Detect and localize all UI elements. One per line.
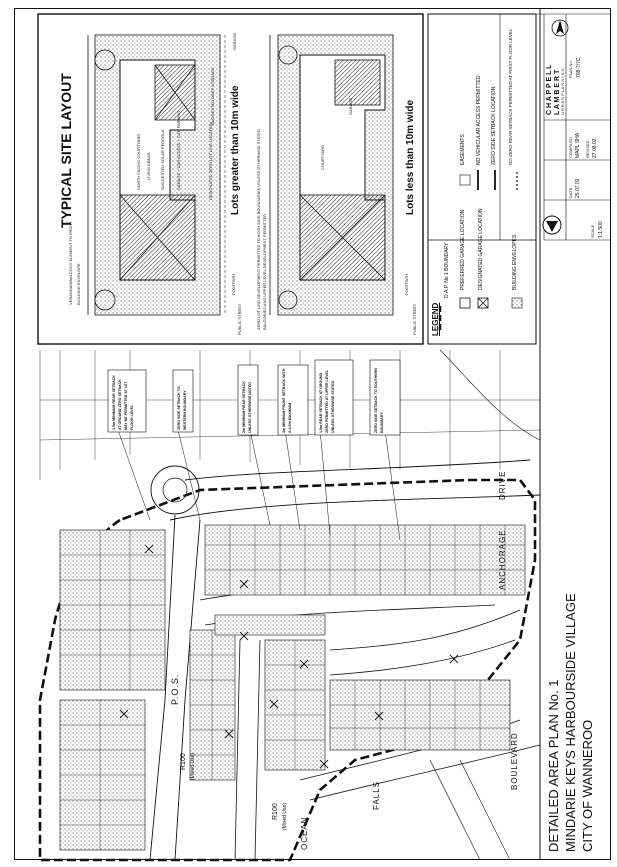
inset-narrow-label: FOOTPATH xyxy=(404,273,409,295)
inset-wide-label: BUILDING ENVELOPE xyxy=(76,263,81,305)
inset-narrow-label: GARAGE xyxy=(348,97,353,115)
date-label: DATE xyxy=(568,187,573,198)
plan-title-line2: MINDARIE KEYS HARBOURSIDE VILLAGE xyxy=(563,593,578,852)
setback-note: 1.5m MINIMUM REAR SETBACK AT GROUND ZERO SETBACK MAY BE PERMITTED AT 1ST FLOOR LEVEL xyxy=(112,375,134,430)
inset-narrow-label: BALCONIES AND UPPER LEVEL DEVELOPMENT PERMITTED xyxy=(262,213,267,330)
compiled-value: MAPL SHA xyxy=(575,132,581,158)
zone-label: (Mixed Use) xyxy=(190,753,196,780)
zone-label: R100 xyxy=(272,803,279,820)
legend-item: EASEMENTS xyxy=(460,134,466,165)
north-arrow xyxy=(552,20,568,36)
inset-wide-label: FOOTPATH xyxy=(231,273,236,295)
inset-wide-label: SUGGESTED SOLAR PERGOLA xyxy=(160,129,165,190)
lot-rows xyxy=(60,525,525,850)
plan-no-label: PLAN No. xyxy=(568,60,573,78)
compiled-label: COMPILED xyxy=(568,137,573,158)
zone-label: R100 xyxy=(180,753,187,770)
street-drive: DRIVE xyxy=(498,470,507,500)
inset-wide-label: DESIGNATED ZERO LOT LINE LOCATION xyxy=(208,121,213,200)
street-ocean: OCEAN xyxy=(300,816,309,850)
date-value: 25.07.02 xyxy=(575,178,581,198)
revised-label: REVISED xyxy=(585,140,590,158)
note-boxes xyxy=(108,360,400,435)
inset-wide-label: SUGGESTED DEEP STORAGE xyxy=(210,67,215,125)
setback-note: 1.5m REAR SETBACK AT GROUND ZERO PERMITTED AT UPPER LEVEL UNLESS OTHERWISE STATED xyxy=(319,369,335,433)
inset-narrow-lot xyxy=(270,35,393,315)
scale-label: SCALE xyxy=(590,224,595,238)
inset-wide-label: LIVING AREAS xyxy=(146,152,151,180)
firm-name-1: C H A P P E L L xyxy=(546,64,553,115)
inset-caption-wide: Lots greater than 10m wide xyxy=(230,85,241,215)
inset-wide-lot xyxy=(88,35,225,315)
setback-note: ZERO SIDE SETBACK TO SOUTHERN BOUNDARY xyxy=(374,368,384,433)
inset-wide-label: NORTH FACING COURTYARD xyxy=(136,133,141,190)
pos-label: P.O.S. xyxy=(170,673,180,705)
setback-note: 2m MINIMUM REAR SETBACK UNLESS OTHERWISE NOTED xyxy=(242,381,252,433)
zone-label: (Mixed Use) xyxy=(282,803,288,830)
inset-wide-label: GARAGE + CAR ACCESS + CAR PARKING xyxy=(176,110,181,190)
revised-value: 27.08.02 xyxy=(592,138,598,158)
inset-wide-label: VERANDAH/BALCONY ELEMENT TO FRONT xyxy=(68,221,73,305)
plan-no-value: 708-7/7C xyxy=(576,57,582,78)
street-anchorage: ANCHORAGE xyxy=(498,529,507,590)
setback-note: 3m MINIMUM FRONT SETBACK WITH A 4.5m MAXIMUM xyxy=(282,368,292,433)
inset-narrow-label: PUBLIC STREET xyxy=(412,303,417,335)
plan-title-line3: CITY OF WANNEROO xyxy=(580,719,595,852)
legend-item: NO ZERO REAR SETBACK PERMITTED AT FIRST FLOOR LEVEL xyxy=(508,28,513,165)
inset-heading: TYPICAL SITE LAYOUT xyxy=(58,73,74,228)
inset-caption-narrow: Lots less than 10m wide xyxy=(405,99,416,215)
legend-item: PREFERRED GARAGE LOCATION xyxy=(460,209,466,290)
inset-narrow-label: COURTYARD xyxy=(320,145,325,170)
firm-name-3: U R B A N P L A N N I N G xyxy=(560,68,565,115)
legend-item: ZERO SIDE SETBACK LOCATION xyxy=(491,86,497,165)
street-falls: FALLS xyxy=(372,780,381,810)
legend-item: D.A.P. No 1 BOUNDARY xyxy=(444,242,450,298)
inset-wide-label: PUBLIC STREET xyxy=(237,303,242,335)
scale-value: 1:1 500 xyxy=(598,221,604,238)
plan-title-line1: DETAILED AREA PLAN No. 1 xyxy=(546,679,561,852)
setback-note: ZERO SIDE SETBACK TO WESTERN BOUNDARY xyxy=(177,386,187,430)
legend-item: DESIGNATED GARAGE LOCATION xyxy=(478,208,484,290)
legend-item: BUILDING ENVELOPES xyxy=(512,234,518,290)
inset-narrow-label: ZERO LOT LINE DEVELOPMENT PERMITTED TO BOTH SIDE BOUNDARIES UNLESS OTHERWISE STATED xyxy=(256,129,261,330)
legend-item: NO VEHICULAR ACCESS PERMITTED xyxy=(476,75,482,165)
inset-wide-label: GARAGE xyxy=(232,32,237,50)
street-boulevard: BOULEVARD xyxy=(510,732,519,790)
firm-name-2: L A M B E R T xyxy=(554,69,561,115)
legend-title: LEGEND xyxy=(431,302,440,336)
firm-logo xyxy=(543,216,561,234)
